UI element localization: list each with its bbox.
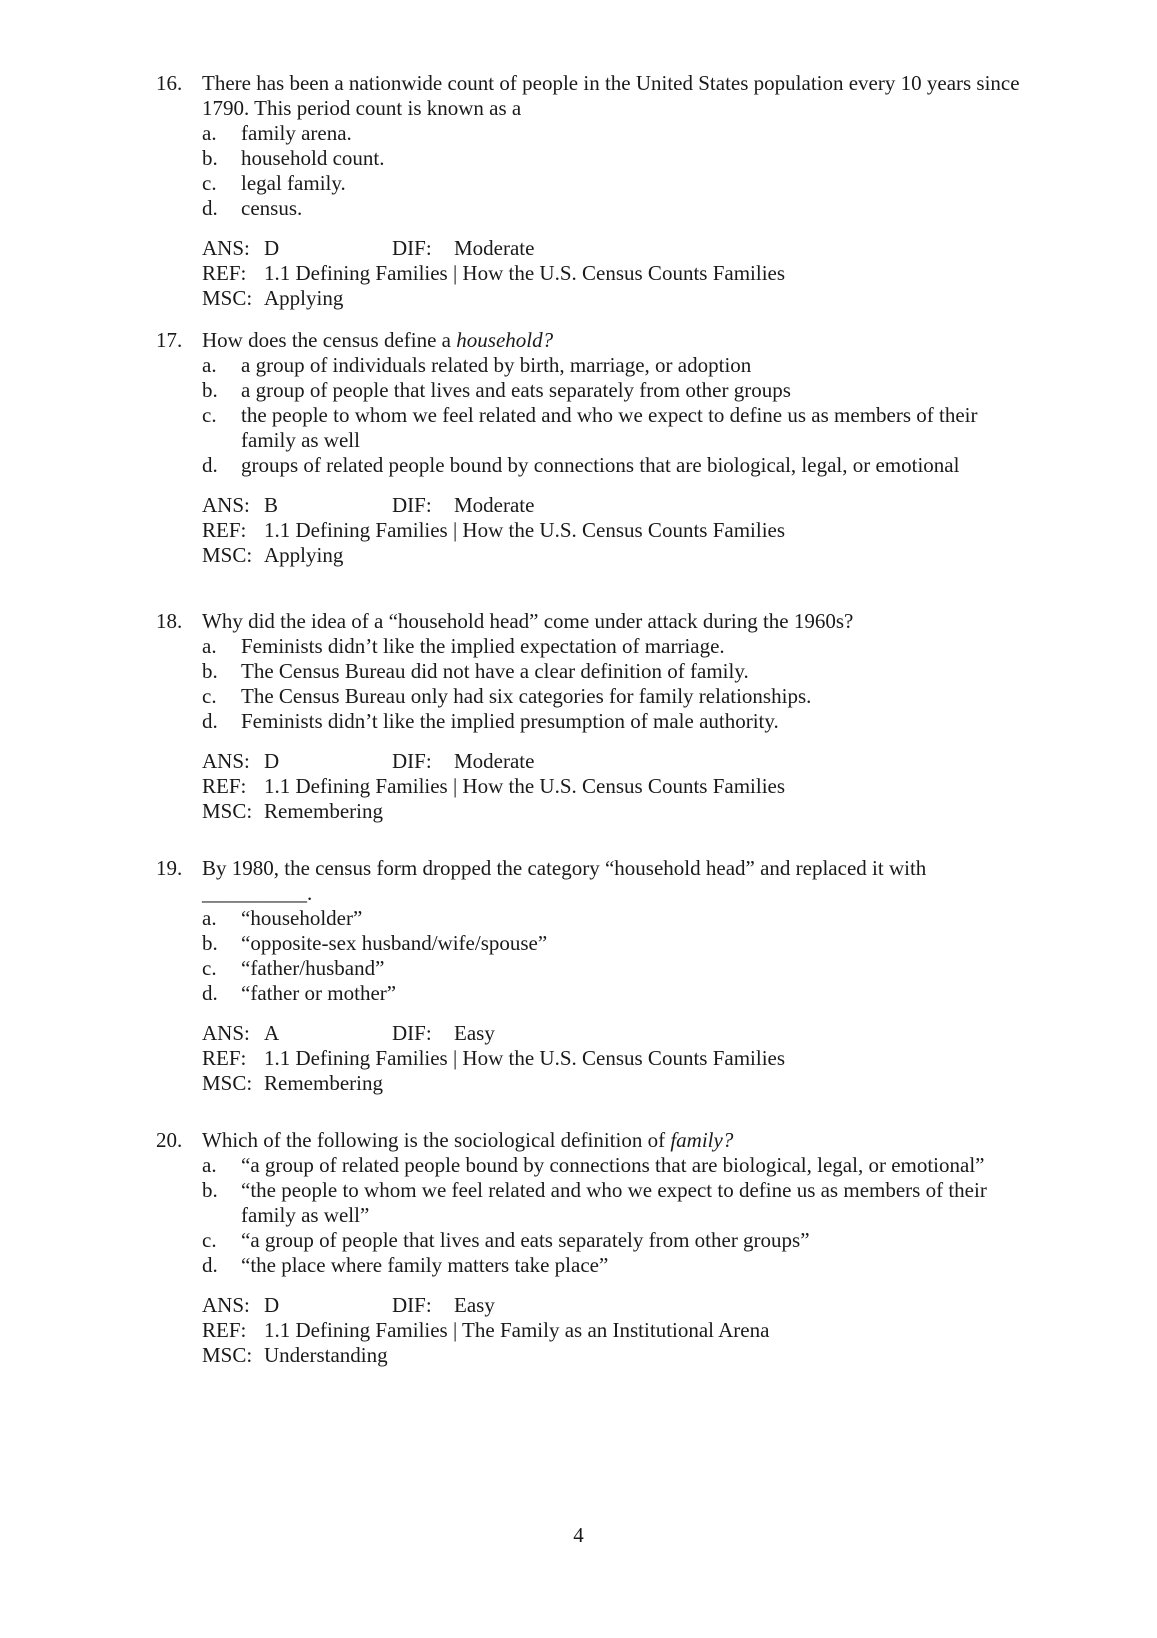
question-text: Why did the idea of a “household head” come under attack during the 1960s? [202,609,854,633]
question-number: 16. [156,71,183,95]
page-number: 4 [573,1523,584,1547]
option-b: b. a group of people that lives and eats separately from other groups [202,378,791,402]
question-stem [156,609,1036,634]
question-stem [156,328,1036,353]
option-b: b. “the people to whom we feel related and who we expect to define us as members of their family as well” [202,1178,987,1227]
question-17 [156,328,1036,568]
question-number: 17. [156,328,183,352]
reference: 1.1 Defining Families | How the U.S. Census Counts Families [264,261,786,285]
option-a: a. “a group of related people bound by connections that are biological, legal, or emotional” [202,1153,985,1177]
msc-row: MSC: Understanding [202,1343,388,1367]
answer-key: B [264,493,279,517]
difficulty: Easy [454,1293,495,1317]
question-stem [156,856,1036,881]
answer-options [156,353,1036,478]
question-text: Which of the following is the sociological definition of family? [202,1128,734,1152]
option-a: a. Feminists didn’t like the implied expectation of marriage. [202,634,725,658]
question-number: 18. [156,609,183,633]
answer-key: D [264,1293,280,1317]
msc-row: MSC: Remembering [202,799,383,823]
msc-row: MSC: Remembering [202,1071,383,1095]
option-a: a. family arena. [202,121,352,145]
answer-metadata [156,236,1036,311]
ref-row: REF: 1.1 Defining Families | How the U.S. Census Counts Families [202,518,786,542]
msc-row: MSC: Applying [202,543,344,567]
option-d: d. census. [202,196,303,220]
question-20 [156,1128,1036,1368]
ans-row: ANS: B DIF: Moderate [202,493,535,517]
option-d: d. groups of related people bound by connections that are biological, legal, or emotional [202,453,960,477]
question-18 [156,609,1036,824]
option-d: d. Feminists didn’t like the implied presumption of male authority. [202,709,779,733]
option-c: c. The Census Bureau only had six categories for family relationships. [202,684,812,708]
answer-options [156,121,1036,221]
skill-level: Remembering [264,799,383,823]
ref-row: REF: 1.1 Defining Families | The Family as an Institutional Arena [202,1318,770,1342]
option-c: c. legal family. [202,171,346,195]
difficulty: Moderate [454,236,535,260]
difficulty: Easy [454,1021,495,1045]
question-number: 20. [156,1128,183,1152]
ans-row: ANS: D DIF: Easy [202,1293,495,1317]
question-text: By 1980, the census form dropped the category “household head” and replaced it with [202,856,927,880]
skill-level: Applying [264,286,344,310]
question-number: 19. [156,856,183,880]
answer-key: D [264,749,280,773]
ans-row: ANS: D DIF: Moderate [202,749,535,773]
ref-row: REF: 1.1 Defining Families | How the U.S. Census Counts Families [202,774,786,798]
fill-in-blank: __________. [202,881,313,905]
option-d: d. “the place where family matters take place” [202,1253,609,1277]
option-b: b. household count. [202,146,385,170]
ans-row: ANS: D DIF: Moderate [202,236,535,260]
option-a: a. “householder” [202,906,363,930]
option-c: c. “father/husband” [202,956,385,980]
answer-key: A [264,1021,280,1045]
option-b: b. The Census Bureau did not have a clear definition of family. [202,659,749,683]
question-stem [156,1128,1036,1153]
msc-row: MSC: Applying [202,286,344,310]
option-b: b. “opposite-sex husband/wife/spouse” [202,931,548,955]
option-a: a. a group of individuals related by birth, marriage, or adoption [202,353,752,377]
answer-metadata [156,1293,1036,1368]
answer-metadata [156,749,1036,824]
answer-metadata [156,1021,1036,1096]
difficulty: Moderate [454,749,535,773]
ans-row: ANS: A DIF: Easy [202,1021,495,1045]
question-text: How does the census define a household? [202,328,554,352]
skill-level: Understanding [264,1343,388,1367]
question-stem [156,71,1036,121]
ref-row: REF: 1.1 Defining Families | How the U.S. Census Counts Families [202,261,786,285]
answer-options [156,1153,1036,1278]
answer-metadata [156,493,1036,568]
answer-options [156,906,1036,1006]
question-19 [156,856,1036,1096]
skill-level: Applying [264,543,344,567]
reference: 1.1 Defining Families | The Family as an Institutional Arena [264,1318,770,1342]
reference: 1.1 Defining Families | How the U.S. Census Counts Families [264,774,786,798]
option-c: c. “a group of people that lives and eats separately from other groups” [202,1228,810,1252]
question-16 [156,71,1036,311]
answer-options [156,634,1036,734]
question-text: There has been a nationwide count of people in the United States population every 10 years since 1790. This period count is known as a [202,71,1020,120]
reference: 1.1 Defining Families | How the U.S. Census Counts Families [264,1046,786,1070]
skill-level: Remembering [264,1071,383,1095]
answer-key: D [264,236,280,260]
option-d: d. “father or mother” [202,981,397,1005]
difficulty: Moderate [454,493,535,517]
ref-row: REF: 1.1 Defining Families | How the U.S. Census Counts Families [202,1046,786,1070]
option-c: c. the people to whom we feel related and who we expect to define us as members of their family as well [202,403,978,452]
reference: 1.1 Defining Families | How the U.S. Census Counts Families [264,518,786,542]
